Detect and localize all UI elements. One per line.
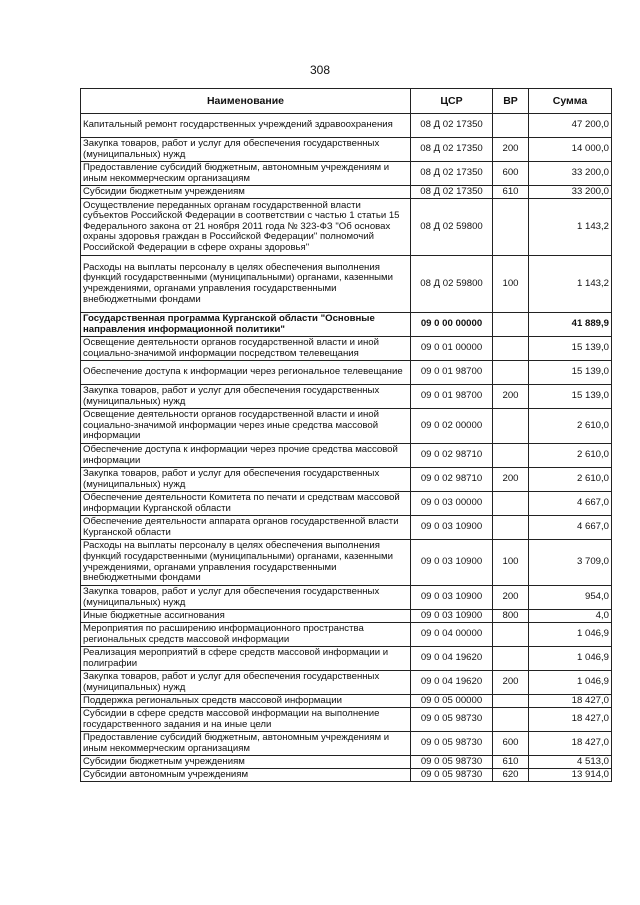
header-sum: Сумма [529, 89, 612, 114]
cell-sum: 1 046,9 [529, 647, 612, 671]
cell-csr: 08 Д 02 59800 [411, 199, 493, 256]
cell-name: Мероприятия по расширению информационного пространства региональных средств массовой информации [81, 623, 411, 647]
table-row [81, 647, 612, 671]
cell-vr [493, 337, 529, 361]
table-body [81, 114, 612, 782]
cell-sum: 954,0 [529, 586, 612, 610]
cell-vr [493, 492, 529, 516]
cell-vr: 620 [493, 769, 529, 782]
header-vr: ВР [493, 89, 529, 114]
table-row [81, 409, 612, 444]
cell-sum: 4 667,0 [529, 516, 612, 540]
cell-name: Субсидии в сфере средств массовой информации на выполнение государственного задания и на иные цели [81, 708, 411, 732]
table-row [81, 361, 612, 385]
table-row [81, 444, 612, 468]
cell-name: Субсидии бюджетным учреждениям [81, 186, 411, 199]
cell-name: Обеспечение доступа к информации через региональное телевещание [81, 361, 411, 385]
table-row [81, 114, 612, 138]
cell-sum: 2 610,0 [529, 468, 612, 492]
cell-sum: 14 000,0 [529, 138, 612, 162]
cell-sum: 2 610,0 [529, 444, 612, 468]
cell-csr: 09 0 01 00000 [411, 337, 493, 361]
cell-name: Освещение деятельности органов государственной власти и иной социально-значимой информации посредством телевещания [81, 337, 411, 361]
cell-csr: 09 0 02 98710 [411, 468, 493, 492]
cell-vr [493, 516, 529, 540]
table-row [81, 516, 612, 540]
table-row [81, 756, 612, 769]
cell-name: Обеспечение доступа к информации через прочие средства массовой информации [81, 444, 411, 468]
table-row [81, 586, 612, 610]
table-row [81, 732, 612, 756]
cell-name: Расходы на выплаты персоналу в целях обеспечения выполнения функций государственными (муниципальными) органами, казенными учреждениями, органами управления государственными внебюджетными фондами [81, 256, 411, 313]
cell-vr [493, 199, 529, 256]
cell-csr: 09 0 03 00000 [411, 492, 493, 516]
cell-name: Капитальный ремонт государственных учреждений здравоохранения [81, 114, 411, 138]
cell-sum: 33 200,0 [529, 162, 612, 186]
cell-name: Предоставление субсидий бюджетным, автономным учреждениям и иным некоммерческим организациям [81, 162, 411, 186]
cell-csr: 09 0 03 10900 [411, 516, 493, 540]
cell-vr: 200 [493, 138, 529, 162]
cell-name: Обеспечение деятельности Комитета по печати и средствам массовой информации Курганской области [81, 492, 411, 516]
table-row [81, 623, 612, 647]
table-row [81, 769, 612, 782]
cell-sum: 1 143,2 [529, 199, 612, 256]
cell-vr [493, 647, 529, 671]
cell-sum: 1 046,9 [529, 671, 612, 695]
cell-sum: 33 200,0 [529, 186, 612, 199]
table-row [81, 186, 612, 199]
cell-vr: 610 [493, 186, 529, 199]
table-row [81, 492, 612, 516]
cell-vr [493, 695, 529, 708]
cell-vr: 600 [493, 162, 529, 186]
cell-csr: 09 0 03 10900 [411, 540, 493, 586]
cell-name: Расходы на выплаты персоналу в целях обеспечения выполнения функций государственными (муниципальными) органами, казенными учреждениями, органами управления государственными внебюджетными фондами [81, 540, 411, 586]
cell-vr [493, 361, 529, 385]
cell-csr: 09 0 03 10900 [411, 586, 493, 610]
cell-sum: 15 139,0 [529, 337, 612, 361]
cell-csr: 09 0 04 19620 [411, 647, 493, 671]
cell-vr: 600 [493, 732, 529, 756]
cell-name: Субсидии автономным учреждениям [81, 769, 411, 782]
cell-vr [493, 409, 529, 444]
cell-sum: 15 139,0 [529, 385, 612, 409]
cell-sum: 4 513,0 [529, 756, 612, 769]
cell-csr: 09 0 01 98700 [411, 385, 493, 409]
table-row [81, 468, 612, 492]
cell-vr [493, 623, 529, 647]
cell-sum: 13 914,0 [529, 769, 612, 782]
cell-name: Закупка товаров, работ и услуг для обеспечения государственных (муниципальных) нужд [81, 586, 411, 610]
table-row [81, 138, 612, 162]
cell-vr [493, 313, 529, 337]
cell-csr: 08 Д 02 17350 [411, 186, 493, 199]
table-row [81, 162, 612, 186]
cell-name: Государственная программа Курганской области "Основные направления информационной политики" [81, 313, 411, 337]
cell-sum: 4,0 [529, 610, 612, 623]
cell-name: Обеспечение деятельности аппарата органов государственной власти Курганской области [81, 516, 411, 540]
cell-name: Закупка товаров, работ и услуг для обеспечения государственных (муниципальных) нужд [81, 385, 411, 409]
cell-name: Иные бюджетные ассигнования [81, 610, 411, 623]
cell-name: Освещение деятельности органов государственной власти и иной социально-значимой информации через иные средства массовой информации [81, 409, 411, 444]
cell-sum: 1 046,9 [529, 623, 612, 647]
cell-csr: 09 0 02 00000 [411, 409, 493, 444]
cell-sum: 47 200,0 [529, 114, 612, 138]
cell-csr: 09 0 05 98730 [411, 708, 493, 732]
table-row [81, 337, 612, 361]
cell-vr [493, 114, 529, 138]
cell-csr: 09 0 01 98700 [411, 361, 493, 385]
cell-csr: 09 0 02 98710 [411, 444, 493, 468]
cell-vr: 200 [493, 671, 529, 695]
cell-vr: 100 [493, 540, 529, 586]
cell-csr: 09 0 04 00000 [411, 623, 493, 647]
table-row [81, 695, 612, 708]
cell-csr: 09 0 05 98730 [411, 769, 493, 782]
cell-vr: 610 [493, 756, 529, 769]
page-number: 308 [309, 63, 331, 77]
cell-csr: 08 Д 02 17350 [411, 162, 493, 186]
table-row [81, 671, 612, 695]
cell-csr: 09 0 05 00000 [411, 695, 493, 708]
cell-name: Субсидии бюджетным учреждениям [81, 756, 411, 769]
table-row [81, 540, 612, 586]
cell-sum: 2 610,0 [529, 409, 612, 444]
cell-vr [493, 708, 529, 732]
table-row [81, 610, 612, 623]
budget-table [80, 88, 612, 782]
table-row [81, 385, 612, 409]
cell-name: Реализация мероприятий в сфере средств массовой информации и полиграфии [81, 647, 411, 671]
table-row [81, 313, 612, 337]
cell-sum: 41 889,9 [529, 313, 612, 337]
cell-csr: 09 0 05 98730 [411, 756, 493, 769]
cell-sum: 18 427,0 [529, 732, 612, 756]
cell-sum: 3 709,0 [529, 540, 612, 586]
cell-csr: 09 0 03 10900 [411, 610, 493, 623]
cell-csr: 08 Д 02 17350 [411, 138, 493, 162]
header-name: Наименование [81, 89, 411, 114]
cell-vr: 100 [493, 256, 529, 313]
cell-csr: 09 0 05 98730 [411, 732, 493, 756]
cell-sum: 15 139,0 [529, 361, 612, 385]
table-header-row [81, 89, 612, 114]
cell-vr: 800 [493, 610, 529, 623]
cell-csr: 09 0 00 00000 [411, 313, 493, 337]
cell-name: Закупка товаров, работ и услуг для обеспечения государственных (муниципальных) нужд [81, 671, 411, 695]
cell-name: Поддержка региональных средств массовой информации [81, 695, 411, 708]
header-csr: ЦСР [411, 89, 493, 114]
cell-vr: 200 [493, 586, 529, 610]
cell-name: Закупка товаров, работ и услуг для обеспечения государственных (муниципальных) нужд [81, 138, 411, 162]
cell-csr: 08 Д 02 59800 [411, 256, 493, 313]
cell-vr [493, 444, 529, 468]
cell-sum: 4 667,0 [529, 492, 612, 516]
cell-name: Закупка товаров, работ и услуг для обеспечения государственных (муниципальных) нужд [81, 468, 411, 492]
cell-sum: 1 143,2 [529, 256, 612, 313]
cell-vr: 200 [493, 468, 529, 492]
cell-sum: 18 427,0 [529, 708, 612, 732]
cell-csr: 08 Д 02 17350 [411, 114, 493, 138]
cell-csr: 09 0 04 19620 [411, 671, 493, 695]
cell-vr: 200 [493, 385, 529, 409]
table-row [81, 199, 612, 256]
cell-sum: 18 427,0 [529, 695, 612, 708]
cell-name: Предоставление субсидий бюджетным, автономным учреждениям и иным некоммерческим организациям [81, 732, 411, 756]
cell-name: Осуществление переданных органам государственной власти субъектов Российской Федерации в соответствии с частью 1 статьи 15 Федерального закона от 21 ноября 2011 года № 323-ФЗ "Об основах охраны здоровья граждан в Российской Федерации" полномочий Российской Федерации в сфере охраны здоровья" [81, 199, 411, 256]
table-row [81, 256, 612, 313]
table-row [81, 708, 612, 732]
